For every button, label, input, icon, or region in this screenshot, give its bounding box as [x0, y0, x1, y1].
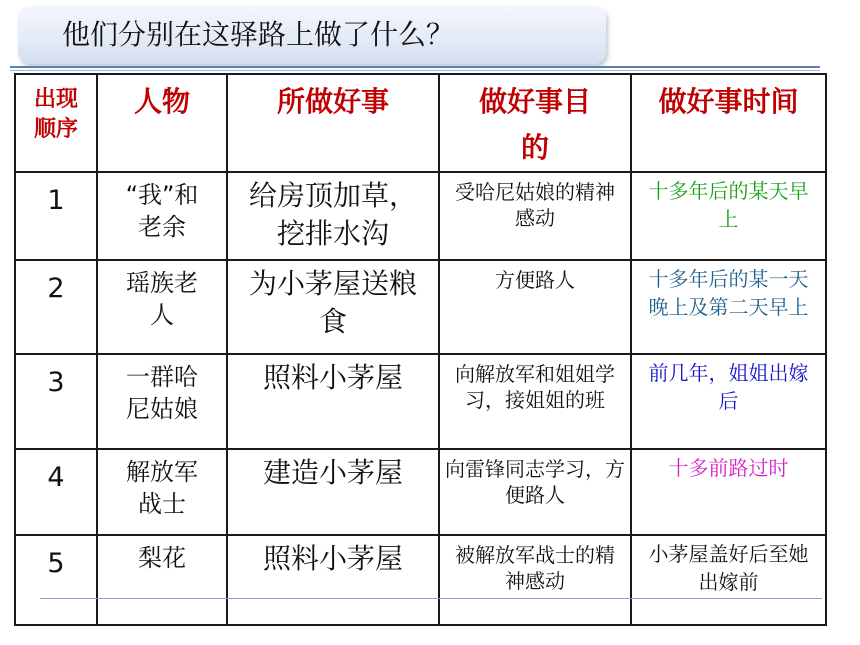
- time-cell: 前几年，姐姐出嫁后: [631, 354, 826, 449]
- title-divider: [10, 66, 820, 68]
- bottom-divider: [40, 598, 822, 599]
- deed-cell: 照料小茅屋: [227, 354, 439, 449]
- order-cell: 1: [15, 172, 97, 260]
- header-time: 做好事时间: [631, 74, 826, 172]
- purpose-cell: 向雷锋同志学习，方便路人: [439, 449, 631, 535]
- time-cell: 十多前路过时: [631, 449, 826, 535]
- order-cell: 5: [15, 535, 97, 625]
- purpose-cell: 向解放军和姐姐学习，接姐姐的班: [439, 354, 631, 449]
- deed-cell: 给房顶加草，挖排水沟: [227, 172, 439, 260]
- summary-table: [14, 73, 827, 626]
- header-order: 出现顺序: [15, 74, 97, 172]
- header-deed: 所做好事: [227, 74, 439, 172]
- table-row: [15, 260, 826, 354]
- purpose-cell: 受哈尼姑娘的精神感动: [439, 172, 631, 260]
- header-person: 人物: [97, 74, 227, 172]
- header-purpose: 做好事目的: [439, 74, 631, 172]
- order-cell: 2: [15, 260, 97, 354]
- table-row: [15, 535, 826, 625]
- person-cell: 一群哈尼姑娘: [97, 354, 227, 449]
- order-cell: 4: [15, 449, 97, 535]
- deed-cell: 照料小茅屋: [227, 535, 439, 625]
- table-row: [15, 354, 826, 449]
- purpose-cell: 方便路人: [439, 260, 631, 354]
- title-banner: [18, 6, 606, 64]
- table-row: [15, 172, 826, 260]
- table-header-row: [15, 74, 826, 172]
- deed-cell: 为小茅屋送粮食: [227, 260, 439, 354]
- time-cell: 小茅屋盖好后至她出嫁前: [631, 535, 826, 625]
- deed-cell: 建造小茅屋: [227, 449, 439, 535]
- time-cell: 十多年后的某天早上: [631, 172, 826, 260]
- table-row: [15, 449, 826, 535]
- purpose-cell: 被解放军战士的精神感动: [439, 535, 631, 625]
- time-cell: 十多年后的某一天晚上及第二天早上: [631, 260, 826, 354]
- person-cell: 解放军战士: [97, 449, 227, 535]
- order-cell: 3: [15, 354, 97, 449]
- title-divider-thin: [10, 70, 820, 71]
- person-cell: 梨花: [97, 535, 227, 625]
- person-cell: 瑶族老人: [97, 260, 227, 354]
- page-title: 他们分别在这驿路上做了什么？: [62, 18, 455, 51]
- person-cell: “我”和老余: [97, 172, 227, 260]
